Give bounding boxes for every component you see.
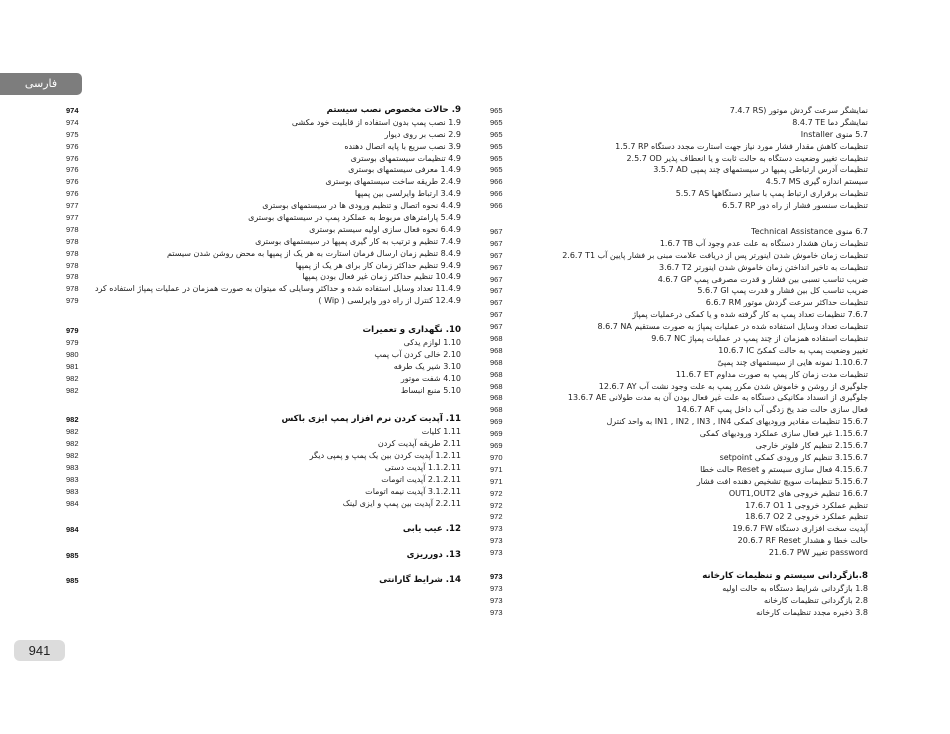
toc-entry-page: 973 xyxy=(490,548,503,558)
toc-entry[interactable] xyxy=(66,283,461,295)
toc-entry-page: 967 xyxy=(490,286,503,296)
toc-entry[interactable] xyxy=(490,333,868,345)
toc-entry[interactable] xyxy=(490,607,868,619)
toc-entry-page: 965 xyxy=(490,165,503,175)
toc-entry[interactable] xyxy=(490,129,868,141)
toc-entry-title: 2.5.7 OD تنظیمات تغییر وضعیت دستگاه به حالت ثابت و یا انعطاف پذیر xyxy=(626,153,868,163)
toc-entry-page: 969 xyxy=(490,429,503,439)
toc-entry[interactable] xyxy=(66,349,461,361)
toc-entry-title: 3.5.7 AD تنظیمات آدرس ارتباطی پمپها در سیستمهای چند پمپی xyxy=(653,165,868,175)
toc-entry[interactable] xyxy=(66,129,461,141)
toc-entry-title: 1.1.2.11 آپدیت دستی xyxy=(384,463,461,473)
toc-entry[interactable] xyxy=(490,464,868,476)
toc-entry-title: 3.8 ذخیره مجدد تنظیمات کارخانه xyxy=(756,607,868,617)
toc-entry-page: 983 xyxy=(66,486,79,496)
toc-entry-page: 973 xyxy=(490,571,503,581)
toc-entry[interactable] xyxy=(490,500,868,512)
toc-entry[interactable] xyxy=(490,188,868,200)
toc-entry-title: 3.10 شیر یک طرفه xyxy=(393,361,461,371)
toc-section-heading[interactable] xyxy=(66,105,461,117)
toc-entry[interactable] xyxy=(66,224,461,236)
toc-entry-page: 976 xyxy=(66,141,79,151)
toc-entry-title: 4.9 تنظیمات سیستمهای بوستری xyxy=(350,153,461,163)
toc-entry-title: 5.6.7 GI ضریب تناسب کل بین فشار و قدرت پمپ xyxy=(697,286,868,296)
toc-entry-title: 1.8 بازگردانی شرایط دستگاه به حالت اولیه xyxy=(722,583,868,593)
toc-entry-title: 3.1.2.11 آپدیت نیمه اتومات xyxy=(365,486,461,496)
toc-entry-title: 11.6.7 ET تنظیمات مدت زمان کار پمپ به صورت مداوم xyxy=(675,369,868,379)
toc-entry-title: 5.10 منبع انبساط xyxy=(400,385,461,395)
toc-entry[interactable] xyxy=(66,385,461,397)
toc-entry-title: 6.7 منوی Technical Assistance xyxy=(751,227,868,237)
toc-entry-page: 967 xyxy=(490,274,503,284)
toc-entry-title: 8.بازگردانی سیستم و تنظیمات کارخانه xyxy=(702,570,868,581)
toc-entry-page: 982 xyxy=(66,415,79,425)
toc-entry-title: 1.11 کلیات xyxy=(421,427,461,437)
toc-entry-title: 13.6.7 AE جلوگیری از انسداد مکانیکی دستگاه به علت غیر فعال بودن آن به مدت طولانی xyxy=(567,393,868,403)
toc-entry-page: 978 xyxy=(66,236,79,246)
toc-entry[interactable] xyxy=(490,262,868,274)
toc-entry-page: 976 xyxy=(66,189,79,199)
section-spacer xyxy=(66,561,461,575)
toc-entry[interactable] xyxy=(66,248,461,260)
toc-entry-page: 967 xyxy=(490,310,503,320)
toc-entry-page: 983 xyxy=(66,474,79,484)
toc-entry[interactable] xyxy=(490,285,868,297)
toc-entry[interactable] xyxy=(490,440,868,452)
toc-entry-page: 979 xyxy=(66,296,79,306)
toc-section-heading[interactable] xyxy=(66,550,461,562)
toc-entry-page: 966 xyxy=(490,189,503,199)
toc-entry[interactable] xyxy=(490,381,868,393)
toc-entry-title: 9.6.7 NC تنظیمات استفاده همزمان از چند پمپ در عملیات پمپاژ xyxy=(651,334,868,344)
toc-entry[interactable] xyxy=(490,250,868,262)
toc-entry-title: 5.4.9 پارامترهای مربوط به عملکرد پمپ در سیستمهای بوستری xyxy=(248,213,461,223)
toc-entry-title: 7.4.7 RS) نمایشگر سرعت گردش موتور xyxy=(729,106,868,115)
toc-entry-title: 2.10 خالی کردن آب پمپ xyxy=(374,349,461,359)
toc-entry-page: 982 xyxy=(66,451,79,461)
toc-entry-page: 982 xyxy=(66,439,79,449)
toc-entry[interactable] xyxy=(490,535,868,547)
toc-entry-title: 8.4.9 تنظیم زمان ارسال فرمان استارت به هر یک از پمپها به محض روشن شدن سیستم xyxy=(166,248,461,258)
toc-entry[interactable] xyxy=(66,474,461,486)
toc-entry-title: 1.4.9 معرفی سیستمهای بوستری xyxy=(348,165,461,175)
toc-entry-title: 4.10 شفت موتور xyxy=(400,373,461,383)
toc-entry-page: 974 xyxy=(66,106,79,115)
toc-entry[interactable] xyxy=(66,295,461,307)
toc-entry-title: 5.15.6.7 تنظیمات سویچ تشخیص دهنده افت فشار xyxy=(696,476,868,486)
toc-entry[interactable] xyxy=(490,153,868,165)
toc-entry-page: 967 xyxy=(490,322,503,332)
toc-entry[interactable] xyxy=(66,212,461,224)
toc-entry-page: 984 xyxy=(66,524,79,534)
toc-entry-title: 2.2.11 آپدیت بین پمپ و ایزی لینک xyxy=(342,498,461,508)
toc-entry[interactable] xyxy=(490,369,868,381)
toc-entry[interactable] xyxy=(66,426,461,438)
toc-entry-page: 967 xyxy=(490,250,503,260)
toc-entry-title: 13. دورریزی xyxy=(406,549,461,560)
toc-entry-title: 10.6.7 IC تغییر وضعیت پمپ به حالت کمکیّ xyxy=(718,345,868,355)
toc-entry-title: 16.6.7 تنظیم خروجی های OUT1,OUT2 xyxy=(728,488,868,498)
toc-entry-title: 1.15.6.7 غیر فعال سازی عملکرد ورودیهای کمکی xyxy=(699,429,868,439)
toc-entry-page: 973 xyxy=(490,524,503,534)
toc-entry-title: 5.5.7 AS تنظیمات برقراری ارتباط پمپ با سایر دستگاهها xyxy=(675,189,868,199)
toc-entry[interactable] xyxy=(66,188,461,200)
page-number: 941 xyxy=(14,640,65,661)
toc-entry[interactable] xyxy=(490,404,868,416)
toc-entry[interactable] xyxy=(490,345,868,357)
toc-entry[interactable] xyxy=(490,238,868,250)
toc-entry[interactable] xyxy=(66,438,461,450)
toc-entry[interactable] xyxy=(66,141,461,153)
toc-entry-title: 2.4.9 طریقه ساخت سیستمهای بوستری xyxy=(325,177,461,187)
toc-entry-title: 20.6.7 RF Reset حالت خطا و هشدار xyxy=(737,536,868,546)
toc-entry-page: 973 xyxy=(490,607,503,617)
toc-entry[interactable] xyxy=(490,164,868,176)
toc-entry[interactable] xyxy=(66,176,461,188)
toc-entry-page: 968 xyxy=(490,393,503,403)
toc-entry-page: 968 xyxy=(490,357,503,367)
toc-entry-title: 2.11 طریقه آپدیت کردن xyxy=(377,439,461,449)
toc-entry-page: 978 xyxy=(66,272,79,282)
section-spacer xyxy=(490,212,868,226)
toc-entry-title: 2.15.6.7 تنظیم کار فلوتر خارجی xyxy=(755,441,868,451)
toc-entry-title: 8.4.7 TE نمایشگر دما xyxy=(792,117,868,127)
toc-entry-title: 14. شرایط گارانتی xyxy=(379,575,461,586)
toc-entry-title: 8.6.7 NA تنظیمات تعداد وسایل استفاده شده در عملیات پمپاژ به صورت مستقیم xyxy=(597,322,868,332)
toc-entry-page: 985 xyxy=(66,550,79,560)
toc-entry-title: 10. نگهداری و تعمیرات xyxy=(362,325,461,336)
toc-entry-title: 17.6.7 O1 تنظیم عملکرد خروجی 1 xyxy=(745,500,868,510)
toc-entry[interactable] xyxy=(490,523,868,535)
toc-entry-title: 1.6.7 TB تنظیمات زمان هشدار دستگاه به علت عدم وجود آب xyxy=(659,238,868,248)
toc-entry-page: 982 xyxy=(66,373,79,383)
toc-entry[interactable] xyxy=(490,200,868,212)
toc-entry-page: 976 xyxy=(66,165,79,175)
toc-entry-page: 968 xyxy=(490,405,503,415)
toc-left-column xyxy=(66,105,461,587)
toc-entry[interactable] xyxy=(490,511,868,523)
toc-entry-page: 973 xyxy=(490,536,503,546)
toc-right-column xyxy=(490,105,868,619)
toc-entry-page: 973 xyxy=(490,583,503,593)
toc-entry-title: 6.4.9 نحوه فعال سازی اولیه سیستم بوستری xyxy=(309,224,461,234)
toc-entry-title: 2.9 نصب بر روی دیوار xyxy=(384,129,461,139)
toc-entry[interactable] xyxy=(66,200,461,212)
toc-entry-page: 979 xyxy=(66,326,79,336)
toc-entry-page: 972 xyxy=(490,500,503,510)
toc-entry[interactable] xyxy=(490,141,868,153)
toc-entry-page: 982 xyxy=(66,427,79,437)
toc-entry-page: 976 xyxy=(66,153,79,163)
toc-entry-page: 972 xyxy=(490,512,503,522)
toc-entry[interactable] xyxy=(490,476,868,488)
toc-entry[interactable] xyxy=(66,164,461,176)
toc-entry[interactable] xyxy=(490,297,868,309)
section-spacer xyxy=(66,510,461,524)
toc-entry-page: 965 xyxy=(490,153,503,163)
toc-entry-title: 4.4.9 نحوه اتصال و تنظیم ورودی ها در سیستمهای بوستری xyxy=(262,201,461,211)
toc-section-heading[interactable] xyxy=(66,524,461,536)
toc-entry-title: 1.9 نصب پمپ بدون استفاده از قابلیت خود مکشی xyxy=(291,117,461,127)
toc-entry-title: 1.10 لوازم یدکی xyxy=(403,338,461,348)
toc-entry-title: 3.4.9 ارتباط وایرلسی بین پمپها xyxy=(354,189,461,199)
toc-entry-title: 3.15.6.7 تنظیم کار ورودی کمکی setpoint xyxy=(719,452,868,462)
toc-entry-page: 978 xyxy=(66,224,79,234)
toc-entry-page: 975 xyxy=(66,129,79,139)
section-spacer xyxy=(66,307,461,325)
toc-entry[interactable] xyxy=(66,260,461,272)
toc-section-heading[interactable] xyxy=(66,325,461,337)
toc-entry-page: 983 xyxy=(66,463,79,473)
toc-entry[interactable] xyxy=(490,117,868,129)
language-tab[interactable]: فارسی xyxy=(0,73,82,95)
toc-entry[interactable] xyxy=(490,392,868,404)
toc-entry[interactable] xyxy=(490,309,868,321)
toc-entry[interactable] xyxy=(66,450,461,462)
toc-entry-page: 965 xyxy=(490,117,503,127)
toc-entry-page: 976 xyxy=(66,177,79,187)
toc-entry[interactable] xyxy=(66,361,461,373)
toc-entry-title: 6.6.7 RM تنظیمات حداکثر سرعت گردش موتور xyxy=(705,298,868,308)
toc-entry-page: 974 xyxy=(66,117,79,127)
toc-entry-page: 981 xyxy=(66,361,79,371)
toc-entry[interactable] xyxy=(490,416,868,428)
toc-entry-title: 4.5.7 MS سیستم اندازه گیری xyxy=(765,177,868,187)
toc-entry-title: 2.6.7 T1 تنظیمات زمان خاموش شدن اینورتر پس از دریافت علامت مبنی بر فشار پایین آب xyxy=(562,250,868,260)
toc-entry[interactable] xyxy=(490,357,868,369)
toc-entry-title: 11. آپدیت کردن نرم افزار پمپ ایزی باکس xyxy=(281,414,461,425)
toc-entry-page: 968 xyxy=(490,369,503,379)
toc-entry[interactable] xyxy=(490,452,868,464)
toc-entry-page: 969 xyxy=(490,417,503,427)
toc-entry-page: 985 xyxy=(66,576,79,586)
toc-entry-title: 2.1.2.11 آپدیت اتومات xyxy=(381,474,461,484)
toc-entry-page: 980 xyxy=(66,349,79,359)
toc-entry-page: 967 xyxy=(490,262,503,272)
toc-entry-page: 971 xyxy=(490,476,503,486)
toc-entry[interactable] xyxy=(66,498,461,510)
toc-entry-title: 3.6.7 T2 تنظیمات به تاخیر انداختن زمان خاموش شدن اینورتر xyxy=(658,262,868,272)
toc-entry-title: 2.8 بازگردانی تنظیمات کارخانه xyxy=(763,595,868,605)
toc-entry-page: 971 xyxy=(490,464,503,474)
toc-entry-title: 19.6.7 FW آپدیت سخت افزاری دستگاه xyxy=(732,524,868,534)
toc-entry-page: 968 xyxy=(490,334,503,344)
toc-entry-title: 21.6.7 PW تغییر password xyxy=(768,548,868,558)
toc-entry[interactable] xyxy=(490,274,868,286)
toc-entry-title: 4.6.7 GP ضریب تناسب نسبی بین فشار و قدرت مصرفی پمپ xyxy=(657,274,868,284)
toc-entry-page: 982 xyxy=(66,385,79,395)
toc-entry[interactable] xyxy=(490,547,868,559)
toc-section-heading[interactable] xyxy=(490,571,868,583)
toc-entry-page: 965 xyxy=(490,129,503,139)
toc-entry[interactable] xyxy=(66,486,461,498)
toc-entry-page: 972 xyxy=(490,488,503,498)
toc-entry[interactable] xyxy=(490,428,868,440)
toc-entry-page: 967 xyxy=(490,227,503,237)
toc-entry-page: 979 xyxy=(66,338,79,348)
toc-entry[interactable] xyxy=(66,337,461,349)
toc-entry-page: 965 xyxy=(490,141,503,151)
toc-entry-page: 969 xyxy=(490,441,503,451)
toc-entry-page: 977 xyxy=(66,213,79,223)
toc-entry-title: 11.4.9 تعداد وسایل استفاده شده و حداکثر وسایلی که میتوان به صورت همزمان در عملیات پمپاژ استفاده کرد xyxy=(94,284,461,294)
toc-entry-title: 15.6.7 تنظیمات مقادیر ورودیهای کمکی IN1 , IN2 , IN3 , IN4 به واحد کنترل xyxy=(606,417,868,427)
toc-entry-page: 968 xyxy=(490,381,503,391)
toc-entry[interactable] xyxy=(66,153,461,165)
toc-entry-title: 6.5.7 RP تنظیمات سنسور فشار از راه دور xyxy=(722,201,868,211)
toc-entry-page: 984 xyxy=(66,498,79,508)
toc-entry-title: 1.5.7 RP تنظیمات کاهش مقدار فشار مورد نیاز جهت استارت مجدد دستگاه xyxy=(615,141,868,151)
toc-entry-page: 977 xyxy=(66,201,79,211)
toc-entry[interactable] xyxy=(490,226,868,238)
toc-section-heading[interactable] xyxy=(66,575,461,587)
toc-entry[interactable] xyxy=(490,105,868,117)
toc-entry-page: 967 xyxy=(490,298,503,308)
toc-entry-title: 4.15.6.7 فعال سازی سیستم و Reset حالت خطا xyxy=(700,464,868,474)
toc-entry[interactable] xyxy=(490,176,868,188)
toc-entry-page: 978 xyxy=(66,248,79,258)
section-spacer xyxy=(66,396,461,414)
toc-entry-title: 7.6.7 تنظیمات تعداد پمپ به کار گرفته شده و یا کمکی درعملیات پمپاژ xyxy=(632,310,868,320)
toc-entry-title: 9.4.9 تنظیم حداکثر زمان کار برای هر یک از پمپها xyxy=(295,260,461,270)
toc-section-heading[interactable] xyxy=(66,414,461,426)
toc-entry-title: 12. عیب یابی xyxy=(402,523,461,534)
toc-entry[interactable] xyxy=(66,462,461,474)
toc-entry-title: 1.2.11 آپدیت کردن بین یک پمپ و پمپی دیگر xyxy=(309,451,461,461)
toc-entry-page: 966 xyxy=(490,177,503,187)
toc-entry[interactable] xyxy=(66,373,461,385)
toc-entry[interactable] xyxy=(490,321,868,333)
section-spacer xyxy=(66,536,461,550)
toc-entry-title: 14.6.7 AF فعال سازی حالت ضد یخ زدگی آب داخل پمپ xyxy=(676,405,868,415)
toc-entry[interactable] xyxy=(66,117,461,129)
toc-entry-page: 970 xyxy=(490,452,503,462)
toc-entry-title: 3.9 نصب سریع با پایه اتصال دهنده xyxy=(344,141,461,151)
toc-entry[interactable] xyxy=(66,236,461,248)
toc-entry-title: 12.6.7 AY جلوگیری از روشن و خاموش شدن مکرر پمپ به علت وجود نشت آب xyxy=(598,381,868,391)
toc-entry-title: 9. حالات مخصوص نصب سیستم xyxy=(326,105,461,115)
toc-entry[interactable] xyxy=(490,595,868,607)
toc-entry-title: 18.6.7 O2 تنظیم عملکرد خروجی 2 xyxy=(745,512,868,522)
toc-entry-page: 966 xyxy=(490,201,503,211)
toc-entry-title: 10.4.9 تنظیم حداکثر زمان غیر فعال بودن پمپها xyxy=(302,272,461,282)
toc-entry-page: 973 xyxy=(490,595,503,605)
toc-entry-page: 978 xyxy=(66,260,79,270)
section-spacer xyxy=(490,559,868,571)
toc-entry[interactable] xyxy=(490,488,868,500)
toc-entry-title: 1.10.6.7 نمونه هایی از سیستمهای چند پمپیّ xyxy=(717,357,868,367)
toc-entry-page: 967 xyxy=(490,238,503,248)
toc-entry[interactable] xyxy=(490,583,868,595)
toc-entry-title: 5.7 منوی Installer xyxy=(800,129,868,139)
toc-entry-page: 965 xyxy=(490,106,503,115)
toc-entry-page: 978 xyxy=(66,284,79,294)
toc-entry[interactable] xyxy=(66,271,461,283)
toc-entry-title: 7.4.9 تنظیم و ترتیب به کار گیری پمپها در سیستمهای بوستری xyxy=(255,236,461,246)
toc-entry-title: 12.4.9 کنترل از راه دور وایرلسی ( Wip ) xyxy=(318,296,461,306)
toc-entry-page: 968 xyxy=(490,345,503,355)
